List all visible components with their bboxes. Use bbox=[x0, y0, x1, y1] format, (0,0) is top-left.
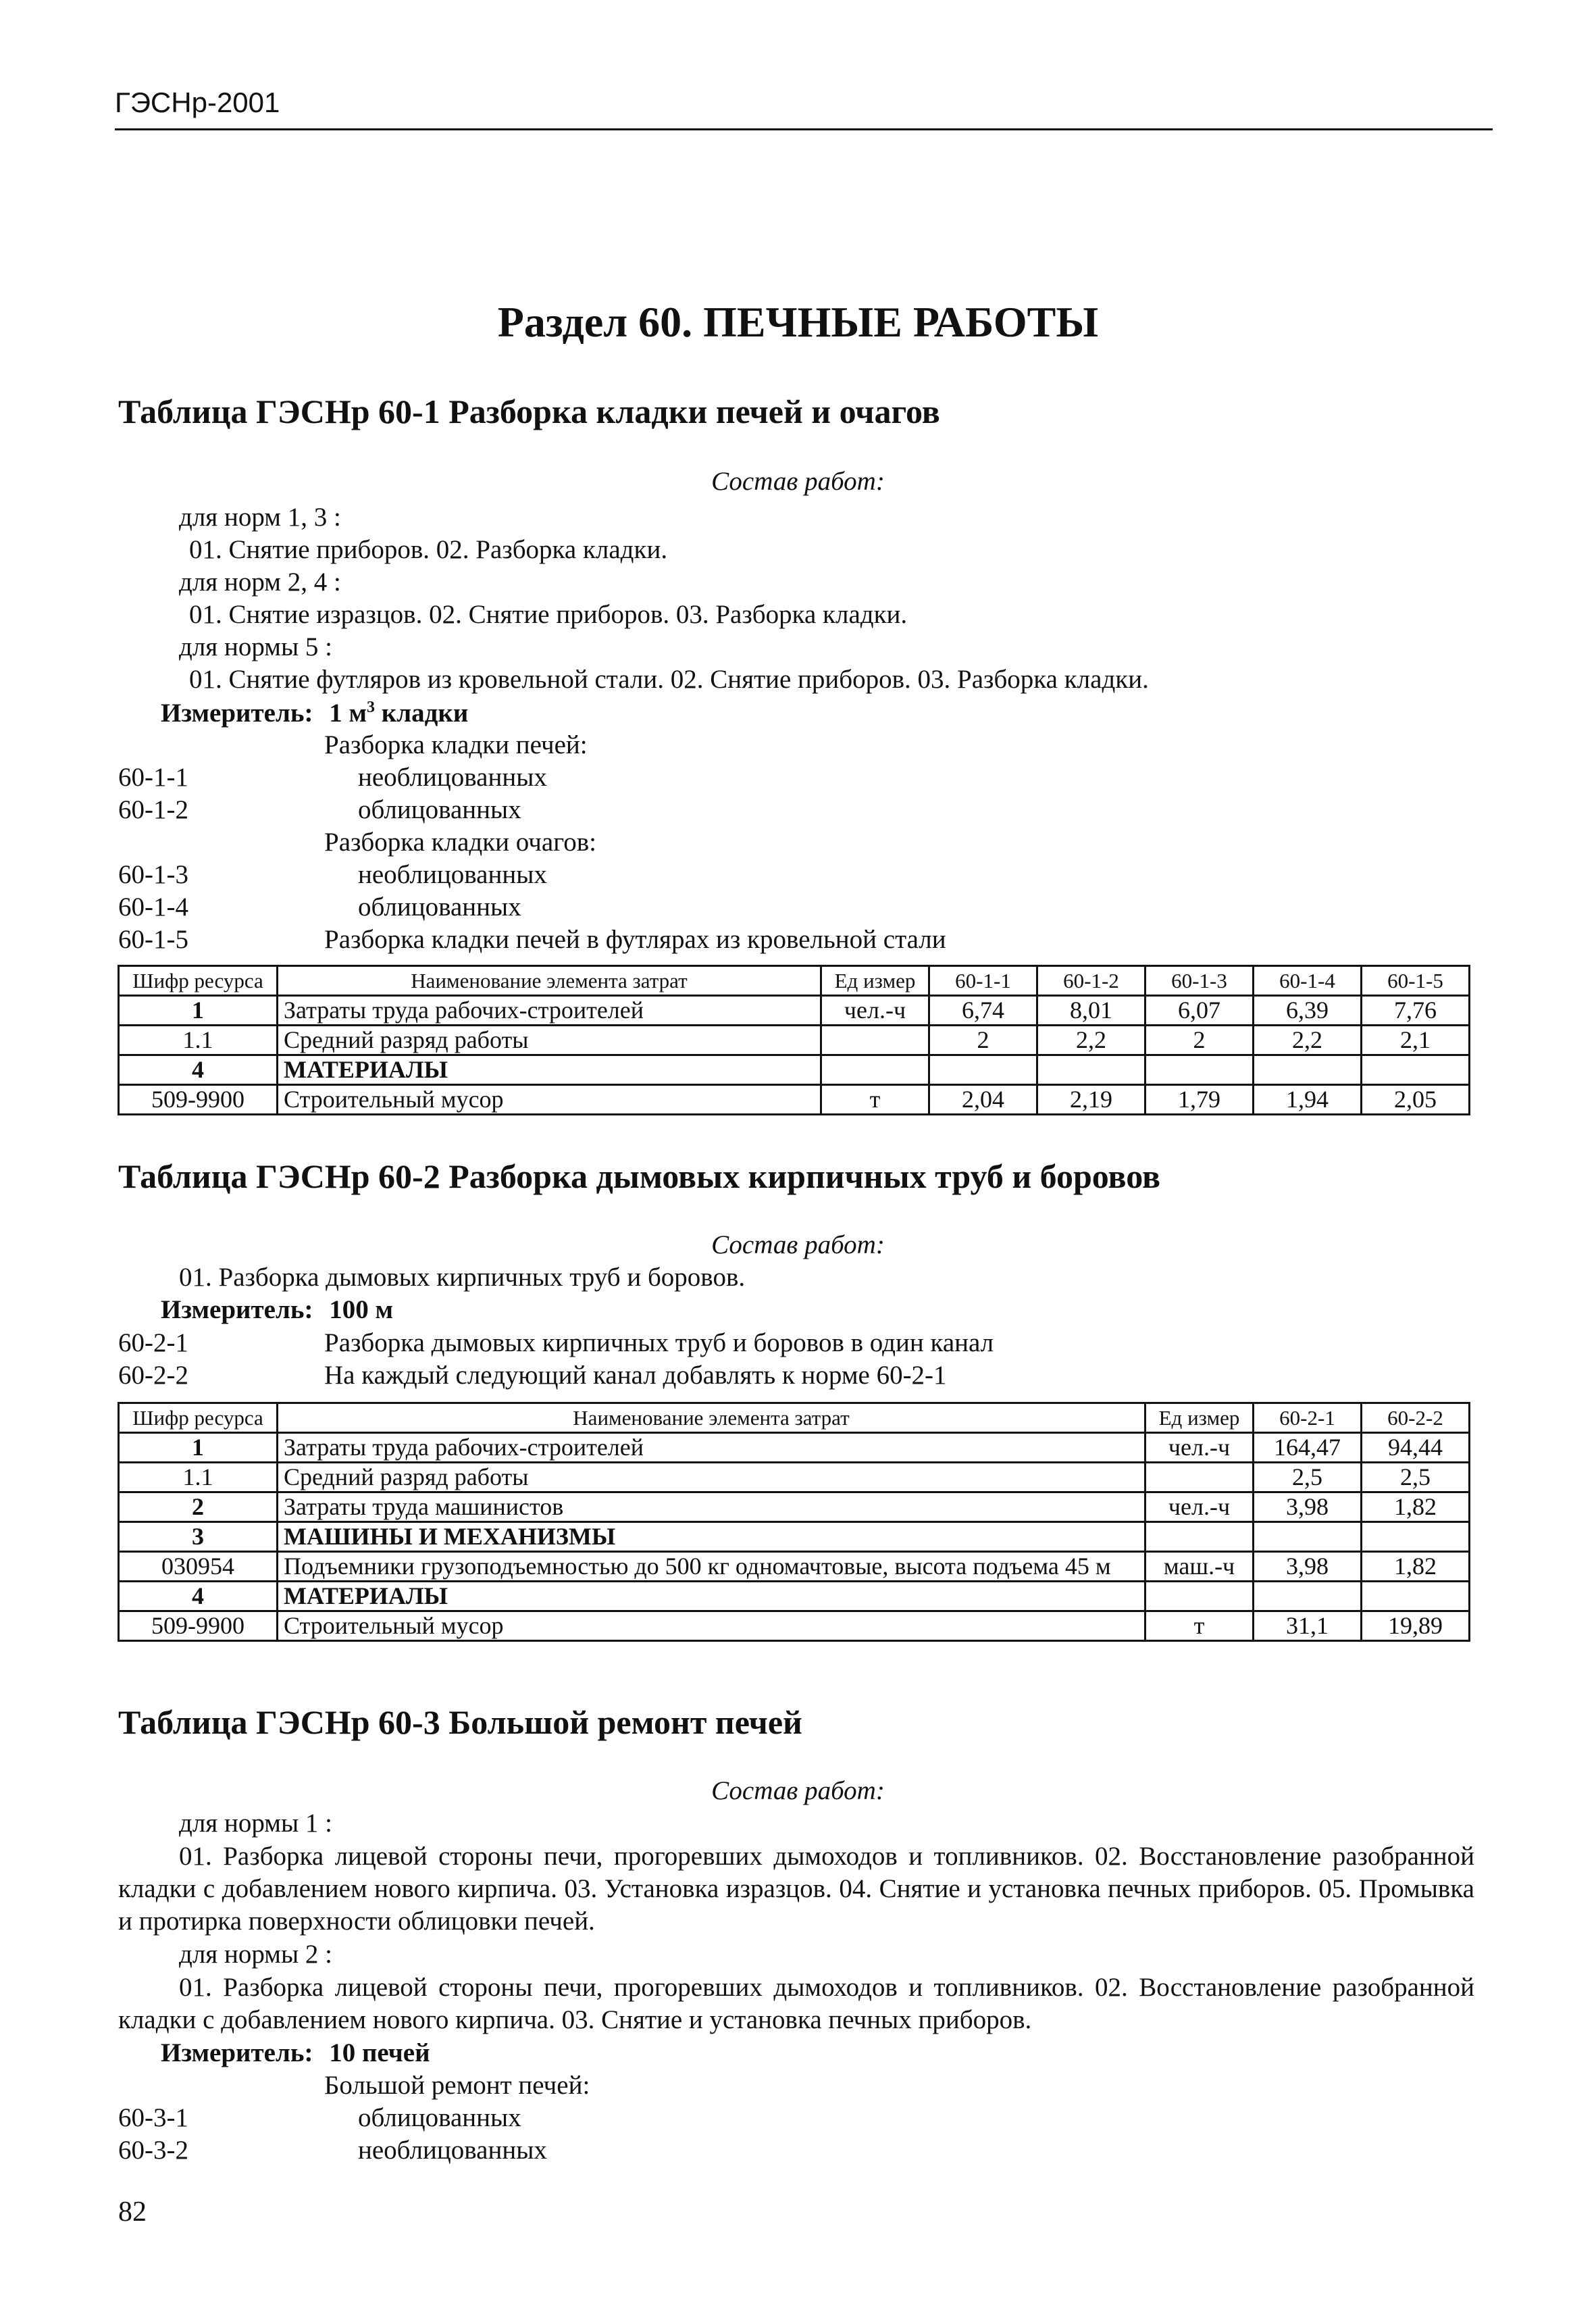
table-header-row bbox=[119, 1403, 1470, 1433]
norm-code: 60-2-1 bbox=[118, 1328, 188, 1357]
value-cell: 2,2 bbox=[1254, 1026, 1362, 1055]
column-header: 60-2-1 bbox=[1254, 1403, 1362, 1433]
value-cell bbox=[1037, 1055, 1145, 1085]
table1-work-line: 01. Снятие футляров из кровельной стали. 02. Снятие приборов. 03. Разборка кладки. bbox=[189, 665, 1149, 694]
resource-code: 1.1 bbox=[119, 1026, 278, 1055]
column-header: 60-1-2 bbox=[1037, 966, 1145, 996]
column-header: Наименование элемента затрат bbox=[278, 1403, 1145, 1433]
value-cell: 2,04 bbox=[929, 1085, 1037, 1115]
resource-code: 2 bbox=[119, 1492, 278, 1522]
value-cell: 94,44 bbox=[1362, 1433, 1470, 1463]
value-cell: 164,47 bbox=[1254, 1433, 1362, 1463]
value-cell: 3,98 bbox=[1254, 1492, 1362, 1522]
resource-name: Строительный мусор bbox=[278, 1085, 821, 1115]
table1-work-line: для норм 2, 4 : bbox=[179, 568, 341, 597]
table1-sostav-label: Состав работ: bbox=[711, 467, 885, 496]
table2-sostav-label: Состав работ: bbox=[711, 1230, 885, 1259]
value-cell bbox=[1362, 1522, 1470, 1552]
resource-name: МАШИНЫ И МЕХАНИЗМЫ bbox=[278, 1522, 1145, 1552]
table-row bbox=[119, 1463, 1470, 1492]
table-row bbox=[119, 1433, 1470, 1463]
table3-group-heading: Большой ремонт печей: bbox=[324, 2071, 590, 2100]
resource-code: 1.1 bbox=[119, 1463, 278, 1492]
resource-code: 4 bbox=[119, 1055, 278, 1085]
meter-value: 1 м bbox=[329, 699, 367, 728]
column-header: 60-1-5 bbox=[1362, 966, 1470, 996]
table1-grid bbox=[118, 965, 1470, 1115]
resource-name: Затраты труда рабочих-строителей bbox=[278, 996, 821, 1026]
table1-group-heading: Разборка кладки печей: bbox=[324, 730, 588, 759]
resource-name: Затраты труда машинистов bbox=[278, 1492, 1145, 1522]
resource-name: Строительный мусор bbox=[278, 1611, 1145, 1641]
table1-work-line: для нормы 5 : bbox=[179, 632, 332, 661]
norm-code: 60-1-5 bbox=[118, 925, 188, 954]
table3-work-paragraph: 01. Разборка лицевой стороны печи, прогоревших дымоходов и топливников. 02. Восстановление разобранной кладки с добавлением нового кирпича. 03. Установка изразцов. 04. Снятие и установка печных приборов. 05. Промывка и протирка поверхности облицовки печей. bbox=[118, 1842, 1474, 1936]
table-row bbox=[119, 1552, 1470, 1582]
resource-name: Затраты труда рабочих-строителей bbox=[278, 1433, 1145, 1463]
value-cell: 3,98 bbox=[1254, 1552, 1362, 1582]
meter-value: 10 печей bbox=[329, 2038, 430, 2067]
meter-label: Измеритель: bbox=[161, 2038, 313, 2067]
unit bbox=[1145, 1463, 1254, 1492]
table1-group-heading: Разборка кладки очагов: bbox=[324, 828, 596, 857]
table2-title: Таблица ГЭСНр 60-2 Разборка дымовых кирпичных труб и боровов bbox=[118, 1157, 1160, 1195]
table-row bbox=[119, 1582, 1470, 1611]
column-header: Ед измер bbox=[1145, 1403, 1254, 1433]
column-header: 60-1-1 bbox=[929, 966, 1037, 996]
table1-work-line: 01. Снятие приборов. 02. Разборка кладки. bbox=[189, 535, 668, 564]
table-row bbox=[119, 1492, 1470, 1522]
resource-name: Подъемники грузоподъемностью до 500 кг одномачтовые, высота подъема 45 м bbox=[278, 1552, 1145, 1582]
table-header-row bbox=[119, 966, 1470, 996]
meter-tail: кладки bbox=[375, 699, 469, 728]
value-cell: 2,5 bbox=[1254, 1463, 1362, 1492]
norm-code: 60-2-2 bbox=[118, 1361, 188, 1390]
meter-label: Измеритель: bbox=[161, 1295, 313, 1324]
value-cell: 2,19 bbox=[1037, 1085, 1145, 1115]
value-cell: 1,82 bbox=[1362, 1492, 1470, 1522]
value-cell bbox=[929, 1055, 1037, 1085]
value-cell: 7,76 bbox=[1362, 996, 1470, 1026]
unit bbox=[1145, 1522, 1254, 1552]
value-cell: 2,5 bbox=[1362, 1463, 1470, 1492]
table-row bbox=[119, 1522, 1470, 1552]
meter-label: Измеритель: bbox=[161, 699, 313, 728]
column-header: Шифр ресурса bbox=[119, 1403, 278, 1433]
norm-name: Разборка кладки печей в футлярах из кровельной стали bbox=[324, 925, 946, 954]
table1-title: Таблица ГЭСНр 60-1 Разборка кладки печей и очагов bbox=[118, 393, 940, 430]
unit: т bbox=[1145, 1611, 1254, 1641]
resource-code: 4 bbox=[119, 1582, 278, 1611]
column-header: 60-1-3 bbox=[1145, 966, 1254, 996]
norm-code: 60-1-2 bbox=[118, 795, 188, 824]
value-cell bbox=[1145, 1055, 1254, 1085]
meter-value: 100 м bbox=[329, 1295, 394, 1324]
meter-superscript: 3 bbox=[367, 699, 376, 716]
unit: чел.-ч bbox=[821, 996, 929, 1026]
value-cell: 2,2 bbox=[1037, 1026, 1145, 1055]
value-cell: 8,01 bbox=[1037, 996, 1145, 1026]
norm-code: 60-1-1 bbox=[118, 763, 188, 792]
resource-code: 3 bbox=[119, 1522, 278, 1552]
norm-name: необлицованных bbox=[358, 763, 547, 792]
unit: т bbox=[821, 1085, 929, 1115]
table3-title: Таблица ГЭСНр 60-3 Большой ремонт печей bbox=[118, 1703, 802, 1741]
table1-work-line: для норм 1, 3 : bbox=[179, 503, 341, 532]
resource-name: Средний разряд работы bbox=[278, 1463, 1145, 1492]
column-header: Наименование элемента затрат bbox=[278, 966, 821, 996]
norm-code: 60-1-3 bbox=[118, 860, 188, 889]
column-header: Ед измер bbox=[821, 966, 929, 996]
value-cell: 19,89 bbox=[1362, 1611, 1470, 1641]
norm-name: облицованных bbox=[358, 2103, 521, 2132]
value-cell bbox=[1362, 1055, 1470, 1085]
norm-name: На каждый следующий канал добавлять к норме 60-2-1 bbox=[324, 1361, 947, 1390]
value-cell: 6,39 bbox=[1254, 996, 1362, 1026]
table-row bbox=[119, 1611, 1470, 1641]
norm-name: облицованных bbox=[358, 892, 521, 922]
resource-code: 509-9900 bbox=[119, 1085, 278, 1115]
norm-name: необлицованных bbox=[358, 2136, 547, 2165]
resource-name: МАТЕРИАЛЫ bbox=[278, 1055, 821, 1085]
resource-name: Средний разряд работы bbox=[278, 1026, 821, 1055]
unit: чел.-ч bbox=[1145, 1433, 1254, 1463]
value-cell: 6,74 bbox=[929, 996, 1037, 1026]
value-cell: 2,05 bbox=[1362, 1085, 1470, 1115]
value-cell bbox=[1254, 1522, 1362, 1552]
value-cell: 6,07 bbox=[1145, 996, 1254, 1026]
value-cell: 1,94 bbox=[1254, 1085, 1362, 1115]
table-row bbox=[119, 1055, 1470, 1085]
norm-name: необлицованных bbox=[358, 860, 547, 889]
table2-meter bbox=[161, 1294, 393, 1325]
table3-norm1-label: для нормы 1 : bbox=[179, 1809, 332, 1838]
table2-work-line: 01. Разборка дымовых кирпичных труб и боровов. bbox=[179, 1263, 746, 1292]
unit: чел.-ч bbox=[1145, 1492, 1254, 1522]
table2-grid bbox=[118, 1402, 1470, 1642]
table-row bbox=[119, 996, 1470, 1026]
table3-work-paragraph: 01. Разборка лицевой стороны печи, прогоревших дымоходов и топливников. 02. Восстановление разобранной кладки с добавлением нового кирпича. 03. Снятие и установка печных приборов. bbox=[118, 1973, 1474, 2034]
value-cell: 2,1 bbox=[1362, 1026, 1470, 1055]
unit bbox=[821, 1055, 929, 1085]
value-cell: 2 bbox=[1145, 1026, 1254, 1055]
norm-code: 60-1-4 bbox=[118, 892, 188, 922]
table-row bbox=[119, 1085, 1470, 1115]
column-header: Шифр ресурса bbox=[119, 966, 278, 996]
column-header: 60-1-4 bbox=[1254, 966, 1362, 996]
table1-meter bbox=[161, 698, 468, 728]
norm-name: Разборка дымовых кирпичных труб и боровов в один канал bbox=[324, 1328, 994, 1357]
resource-name: МАТЕРИАЛЫ bbox=[278, 1582, 1145, 1611]
value-cell: 31,1 bbox=[1254, 1611, 1362, 1641]
value-cell bbox=[1254, 1055, 1362, 1085]
table1-work-line: 01. Снятие изразцов. 02. Снятие приборов. 03. Разборка кладки. bbox=[189, 600, 908, 629]
table3-meter bbox=[161, 2038, 430, 2068]
table3-norm2-label: для нормы 2 : bbox=[179, 1940, 332, 1969]
running-head: ГЭСНр-2001 bbox=[115, 86, 280, 118]
value-cell: 2 bbox=[929, 1026, 1037, 1055]
column-header: 60-2-2 bbox=[1362, 1403, 1470, 1433]
page-number: 82 bbox=[118, 2196, 147, 2228]
resource-code: 509-9900 bbox=[119, 1611, 278, 1641]
resource-code: 1 bbox=[119, 1433, 278, 1463]
table-row bbox=[119, 1026, 1470, 1055]
value-cell: 1,79 bbox=[1145, 1085, 1254, 1115]
value-cell: 1,82 bbox=[1362, 1552, 1470, 1582]
table3-sostav-label: Состав работ: bbox=[711, 1776, 885, 1805]
unit bbox=[1145, 1582, 1254, 1611]
unit bbox=[821, 1026, 929, 1055]
norm-code: 60-3-2 bbox=[118, 2136, 188, 2165]
resource-code: 030954 bbox=[119, 1552, 278, 1582]
norm-code: 60-3-1 bbox=[118, 2103, 188, 2132]
value-cell bbox=[1254, 1582, 1362, 1611]
section-title: Раздел 60. ПЕЧНЫЕ РАБОТЫ bbox=[497, 298, 1099, 346]
value-cell bbox=[1362, 1582, 1470, 1611]
resource-code: 1 bbox=[119, 996, 278, 1026]
unit: маш.-ч bbox=[1145, 1552, 1254, 1582]
header-rule bbox=[115, 128, 1493, 130]
norm-name: облицованных bbox=[358, 795, 521, 824]
